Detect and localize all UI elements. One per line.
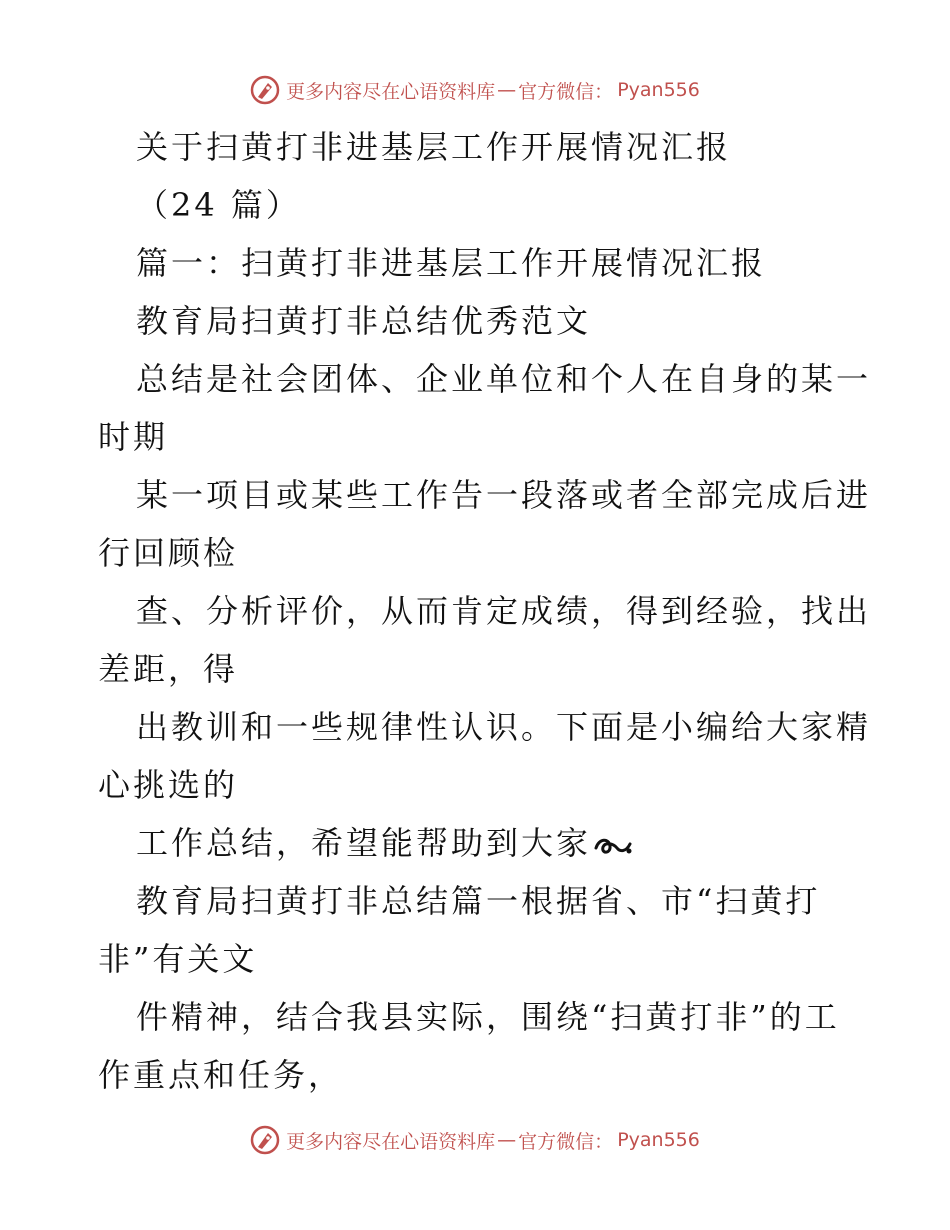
paragraph-line-with-ornament xyxy=(98,814,858,872)
paragraph-line: 非”有关文 xyxy=(98,940,258,978)
paragraph-line: 查、分析评价，从而肯定成绩，得到经验，找出 xyxy=(136,592,872,630)
paragraph-line: 件精神，结合我县实际，围绕“扫黄打非”的工 xyxy=(136,998,840,1036)
watermark-label: 官方微信： xyxy=(518,1130,614,1153)
paragraph-line: 出教训和一些规律性认识。下面是小编给大家精 xyxy=(136,708,872,746)
paragraph-line: 作重点和任务， xyxy=(98,1056,344,1094)
watermark-account: Pyan556 xyxy=(617,1129,700,1151)
paragraph-line: 总结是社会团体、企业单位和个人在自身的某一 xyxy=(136,360,872,398)
document-subtitle: （24 篇） xyxy=(136,186,301,224)
watermark-separator: — xyxy=(497,79,517,101)
section-heading: 篇一：扫黄打非进基层工作开展情况汇报 xyxy=(136,244,767,282)
watermark-account: Pyan556 xyxy=(617,79,700,101)
paragraph-line: 心挑选的 xyxy=(98,766,239,804)
bottom-watermark xyxy=(0,1120,950,1160)
top-watermark xyxy=(0,70,950,110)
watermark-label: 官方微信： xyxy=(518,80,614,103)
watermark-separator: — xyxy=(497,1129,517,1151)
paragraph-line: 差距，得 xyxy=(98,650,239,688)
paragraph-text: 工作总结，希望能帮助到大家 xyxy=(136,824,592,862)
paragraph-line: 时期 xyxy=(98,418,169,456)
paragraph-line: 某一项目或某些工作告一段落或者全部完成后进 xyxy=(136,476,872,514)
paragraph-line: 教育局扫黄打非总结篇一根据省、市“扫黄打 xyxy=(136,882,821,920)
pen-nib-logo-icon xyxy=(250,1125,280,1155)
flourish-ornament-icon xyxy=(593,834,633,858)
paragraph-line: 行回顾检 xyxy=(98,534,239,572)
document-body xyxy=(98,118,872,1104)
watermark-brand-text: 更多内容尽在心语资料库 xyxy=(286,80,496,103)
document-title: 关于扫黄打非进基层工作开展情况汇报 xyxy=(136,128,732,166)
watermark-brand-text: 更多内容尽在心语资料库 xyxy=(286,1130,496,1153)
article-title: 教育局扫黄打非总结优秀范文 xyxy=(136,302,592,340)
pen-nib-logo-icon xyxy=(250,75,280,105)
